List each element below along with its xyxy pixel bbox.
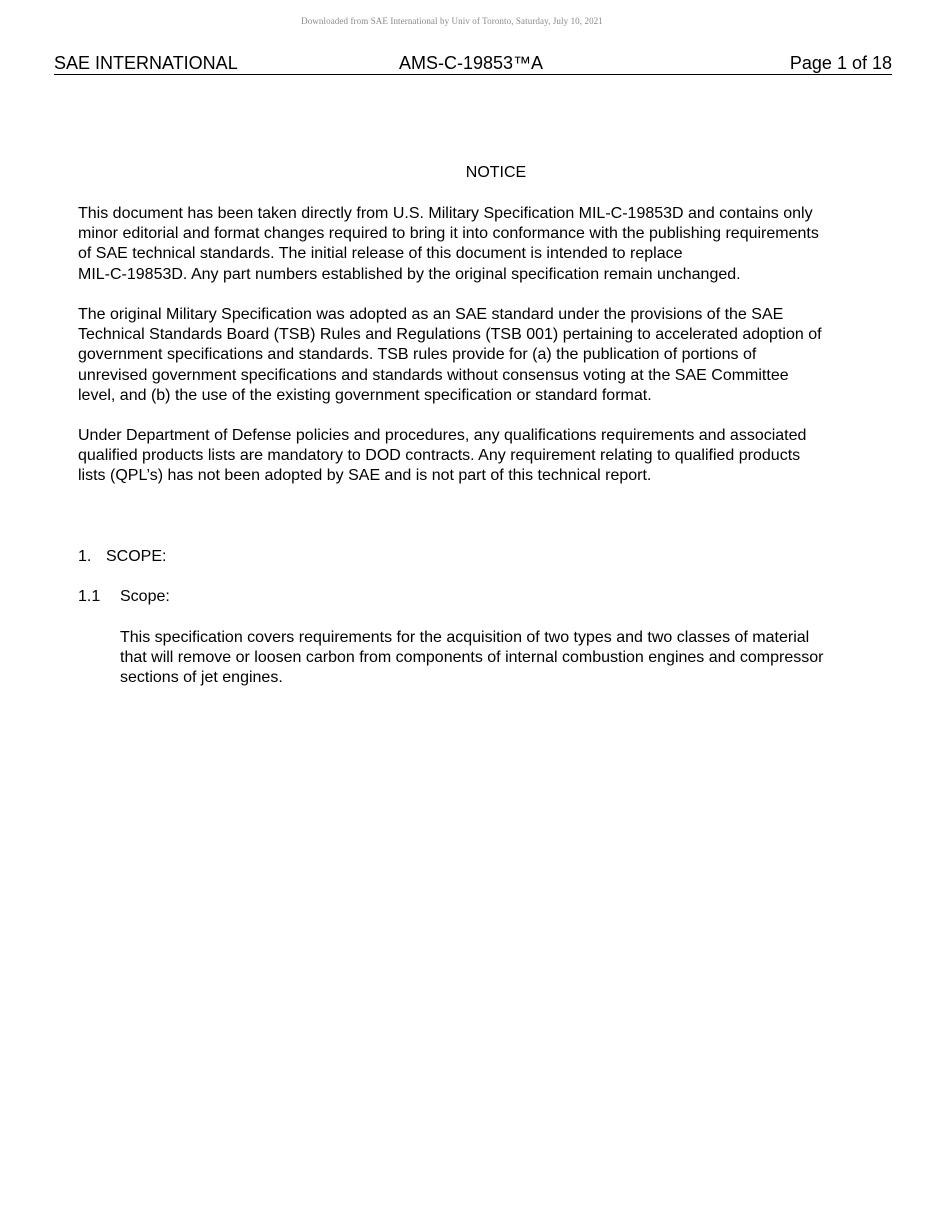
header-organization: SAE INTERNATIONAL [54, 53, 238, 73]
text-line: The original Military Specification was adopted as an SAE standard under the provisions of the SAE [78, 306, 784, 323]
text-line: of SAE technical standards. The initial release of this document is intended to replace [78, 245, 683, 263]
text-line: Under Department of Defense policies and procedures, any qualifications requirements and associated [78, 427, 807, 444]
section-title: SCOPE: [106, 548, 167, 565]
section-title: Scope: [120, 588, 170, 605]
download-watermark: Downloaded from SAE International by Univ of Toronto, Saturday, July 10, 2021 [301, 16, 603, 26]
scope-paragraph [120, 628, 880, 689]
text-line: sections of jet engines. [120, 669, 283, 687]
notice-title: NOTICE [465, 164, 527, 181]
text-line: that will remove or loosen carbon from components of internal combustion engines and compressor [120, 649, 824, 667]
text-line: This specification covers requirements for the acquisition of two types and two classes of material [120, 629, 810, 646]
section-number: 1. [78, 548, 92, 565]
text-line: qualified products lists are mandatory to DOD contracts. Any requirement relating to qualified products [78, 447, 801, 465]
header-document-number: AMS-C-19853™A [399, 53, 544, 73]
text-line: Technical Standards Board (TSB) Rules and Regulations (TSB 001) pertaining to accelerated adoption of [78, 326, 822, 344]
text-line: MIL-C-19853D. Any part numbers established by the original specification remain unchanged. [78, 265, 741, 283]
text-line: minor editorial and format changes required to bring it into conformance with the publishing requirements [78, 225, 819, 243]
section-1-heading [78, 547, 166, 567]
header-page-number: Page 1 of 18 [789, 53, 892, 73]
text-line: This document has been taken directly from U.S. Military Specification MIL-C-19853D and contains only [78, 205, 813, 222]
notice-paragraph-2 [78, 305, 878, 406]
text-line: lists (QPL’s) has not been adopted by SAE and is not part of this technical report. [78, 467, 652, 485]
page-header [54, 53, 892, 75]
text-line: government specifications and standards. TSB rules provide for (a) the publication of portions of [78, 346, 757, 364]
section-1-1-heading [78, 587, 170, 607]
text-line: unrevised government specifications and standards without consensus voting at the SAE Committee [78, 366, 789, 384]
notice-paragraph-1 [78, 204, 878, 285]
section-number: 1.1 [78, 588, 101, 605]
notice-paragraph-3 [78, 426, 878, 487]
text-line: level, and (b) the use of the existing government specification or standard format. [78, 386, 652, 404]
